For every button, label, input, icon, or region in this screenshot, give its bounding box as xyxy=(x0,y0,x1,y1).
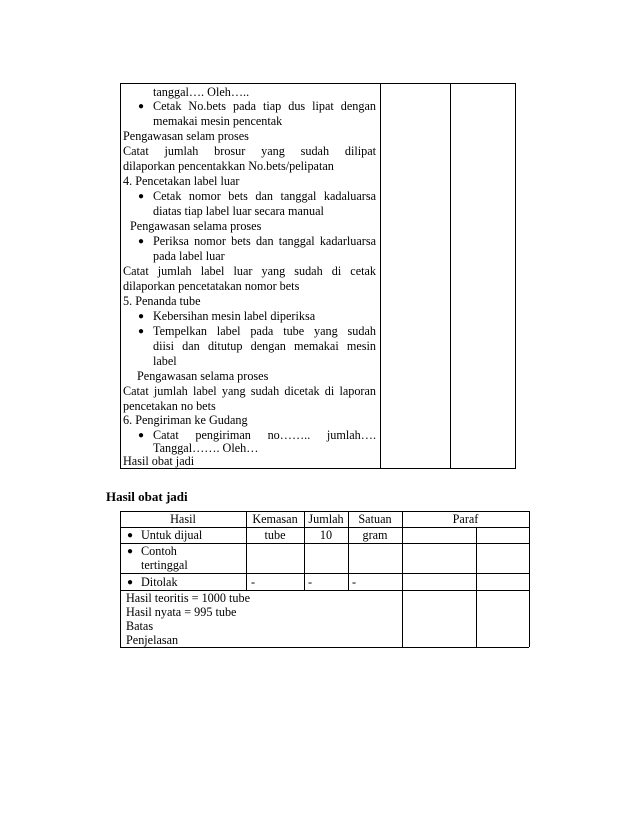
result-table-col-divider xyxy=(476,527,477,647)
process-line: tanggal…. Oleh….. xyxy=(153,85,250,99)
result-table-bottom-border xyxy=(120,647,529,648)
section-title: Hasil obat jadi xyxy=(106,489,188,504)
process-line: Catat jumlah label yang sudah dicetak di laporan xyxy=(123,384,376,398)
row-kemasan: tube xyxy=(264,528,286,542)
process-line: dilaporkan pencentakkan No.bets/pelipatan xyxy=(123,159,334,173)
header-kemasan: Kemasan xyxy=(252,512,298,526)
result-table-left-border xyxy=(120,511,121,647)
process-line: Catat jumlah label luar yang sudah di cetak xyxy=(123,264,376,278)
process-line: label xyxy=(153,354,177,368)
process-line: dilaporkan pencetatakan nomor bets xyxy=(123,279,300,293)
header-satuan: Satuan xyxy=(358,512,392,526)
process-line: Kebersihan mesin label diperiksa xyxy=(153,309,316,323)
process-table-top-border xyxy=(120,83,516,84)
process-line: Tempelkan label pada tube yang sudah xyxy=(153,324,376,338)
bullet-icon: ● xyxy=(127,530,134,541)
row-jumlah: - xyxy=(308,575,313,589)
process-line: 5. Penanda tube xyxy=(123,294,201,308)
bullet-icon: ● xyxy=(138,326,145,337)
bullet-icon: ● xyxy=(138,430,145,441)
process-table-left-border xyxy=(120,83,121,468)
row-satuan: - xyxy=(352,575,357,589)
row-hasil: Ditolak xyxy=(141,575,178,589)
process-line: memakai mesin pencentak xyxy=(153,114,283,128)
result-table-row-rule xyxy=(120,543,529,544)
process-line: pencetakan no bets xyxy=(123,399,216,413)
process-line: Cetak nomor bets dan tanggal kadaluarsa xyxy=(153,189,376,203)
row-hasil: Contoh xyxy=(141,544,177,558)
bullet-icon: ● xyxy=(138,311,145,322)
bullet-icon: ● xyxy=(138,101,145,112)
header-jumlah: Jumlah xyxy=(308,512,344,526)
process-line: Cetak No.bets pada tiap dus lipat dengan xyxy=(153,99,376,113)
process-table-divider-1 xyxy=(380,83,381,468)
row-jumlah: 10 xyxy=(319,528,333,542)
result-table-row-rule xyxy=(120,573,529,574)
process-line: Pengawasan selam proses xyxy=(123,129,249,143)
process-line: pada label luar xyxy=(153,249,225,263)
row-satuan: gram xyxy=(362,528,388,542)
bullet-icon: ● xyxy=(127,577,134,588)
process-line: Hasil obat jadi xyxy=(123,454,195,468)
bullet-icon: ● xyxy=(138,191,145,202)
result-table-right-border xyxy=(529,511,530,647)
row-hasil: Untuk dijual xyxy=(141,528,203,542)
process-table-right-border xyxy=(515,83,516,468)
process-line: 4. Pencetakan label luar xyxy=(123,174,240,188)
process-line: Catat pengiriman no…….. jumlah…. xyxy=(153,428,376,442)
bullet-icon: ● xyxy=(127,546,134,557)
row-hasil-continued: tertinggal xyxy=(141,558,188,572)
process-line: Tanggal……. Oleh… xyxy=(153,441,259,455)
summary-line: Hasil teoritis = 1000 tube xyxy=(126,591,250,605)
header-hasil: Hasil xyxy=(170,512,196,526)
row-kemasan: - xyxy=(251,575,256,589)
process-line: Catat jumlah brosur yang sudah dilipat xyxy=(123,144,376,158)
process-line: diatas tiap label luar secara manual xyxy=(153,204,324,218)
process-line: Periksa nomor bets dan tanggal kadarluarsa xyxy=(153,234,376,248)
summary-line: Hasil nyata = 995 tube xyxy=(126,605,237,619)
bullet-icon: ● xyxy=(138,236,145,247)
process-line: Pengawasan selama proses xyxy=(137,369,269,383)
result-table-col-divider xyxy=(402,511,403,647)
process-line: diisi dan ditutup dengan memakai mesin xyxy=(153,339,376,353)
header-paraf: Paraf xyxy=(452,512,479,526)
summary-line: Batas xyxy=(126,619,154,633)
summary-line: Penjelasan xyxy=(126,633,179,647)
process-table-divider-2 xyxy=(450,83,451,468)
process-line: 6. Pengiriman ke Gudang xyxy=(123,413,248,427)
process-line: Pengawasan selama proses xyxy=(130,219,262,233)
